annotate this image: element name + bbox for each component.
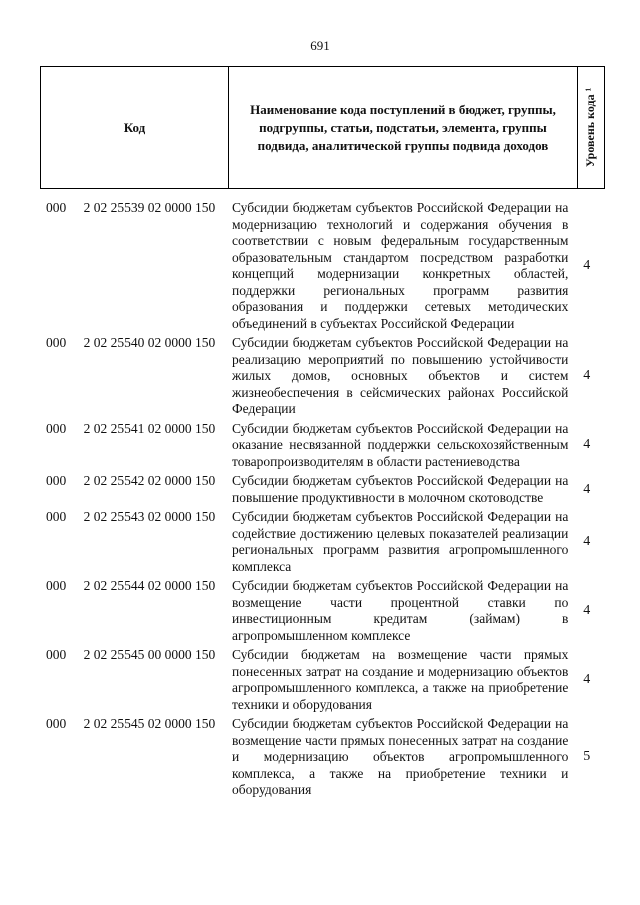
code-level: 4 — [583, 603, 591, 618]
income-code: 2 02 25543 02 0000 150 — [83, 509, 216, 524]
admin-code: 000 — [46, 716, 67, 731]
page-number: 691 — [310, 38, 330, 53]
income-name: Субсидии бюджетам субъектов Российской Федерации на повышение продуктивности в молочном скотоводстве — [232, 473, 569, 505]
income-code: 2 02 25542 02 0000 150 — [83, 473, 216, 488]
header-level: Уровень кода ¹ — [583, 87, 597, 168]
table-row — [40, 578, 605, 644]
table-row — [40, 473, 605, 506]
income-name: Субсидии бюджетам субъектов Российской Федерации на реализацию мероприятий по повышению устойчивости жилых домов, основных объектов и систем жизнеобеспечения в сейсмических районах Российской Федерации — [232, 335, 569, 416]
income-name: Субсидии бюджетам субъектов Российской Федерации на возмещение части прямых понесенных затрат на создание и модернизацию объектов агропромышленного комплекса, а также на приобретение техники и оборудования — [232, 716, 569, 797]
income-name: Субсидии бюджетам субъектов Российской Федерации на оказание несвязанной поддержки сельскохозяйственным товаропроизводителям в области растениеводства — [232, 420, 569, 469]
header-level-cell — [578, 67, 603, 188]
table-row — [40, 509, 605, 575]
admin-code: 000 — [46, 509, 67, 524]
income-code: 2 02 25545 02 0000 150 — [83, 716, 216, 731]
code-level: 4 — [583, 368, 591, 384]
table-row — [40, 716, 605, 799]
income-code: 2 02 25540 02 0000 150 — [83, 335, 216, 350]
header-code: Код — [41, 67, 229, 188]
code-level: 4 — [583, 437, 591, 453]
table-row — [40, 200, 605, 332]
code-level: 4 — [583, 481, 591, 497]
admin-code: 000 — [46, 578, 67, 593]
table-row — [40, 335, 605, 418]
income-code: 2 02 25544 02 0000 150 — [83, 578, 216, 593]
admin-code: 000 — [46, 200, 67, 215]
table-row — [40, 421, 605, 471]
income-name: Субсидии бюджетам субъектов Российской Федерации на модернизацию технологий и содержания обучения в соответствии с новым федеральным государственным образовательным стандартом посредством разработки концепций модернизации конкретных областей, поддержки региональных программ развития образования и поддержки сетевых методических объединений в субъектах Российской Федерации — [232, 200, 569, 331]
income-name: Субсидии бюджетам на возмещение части прямых понесенных затрат на создание и модернизацию объектов агропромышленного комплекса, а также на приобретение техники и оборудования — [232, 647, 569, 712]
header-name: Наименование кода поступлений в бюджет, группы, подгруппы, статьи, подстатьи, элемента, группы подвида, аналитической группы подвида доходов — [229, 67, 578, 188]
table-header — [40, 66, 605, 189]
income-code: 2 02 25545 00 0000 150 — [83, 647, 216, 662]
table-body — [40, 200, 605, 802]
income-name: Субсидии бюджетам субъектов Российской Федерации на возмещение части процентной ставки по инвестиционным кредитам (займам) в агропромышленном комплексе — [232, 578, 569, 643]
admin-code: 000 — [46, 335, 67, 350]
code-level: 4 — [583, 258, 591, 273]
table-row — [40, 647, 605, 713]
income-code: 2 02 25539 02 0000 150 — [83, 200, 216, 215]
code-level: 5 — [583, 749, 591, 765]
code-level: 4 — [583, 672, 591, 687]
admin-code: 000 — [46, 473, 67, 488]
income-name: Субсидии бюджетам субъектов Российской Федерации на содействие достижению целевых показателей реализации региональных программ развития агропромышленного комплекса — [232, 509, 569, 574]
admin-code: 000 — [46, 647, 67, 662]
admin-code: 000 — [46, 420, 67, 436]
code-level: 4 — [583, 534, 591, 549]
income-code: 2 02 25541 02 0000 150 — [83, 420, 216, 436]
